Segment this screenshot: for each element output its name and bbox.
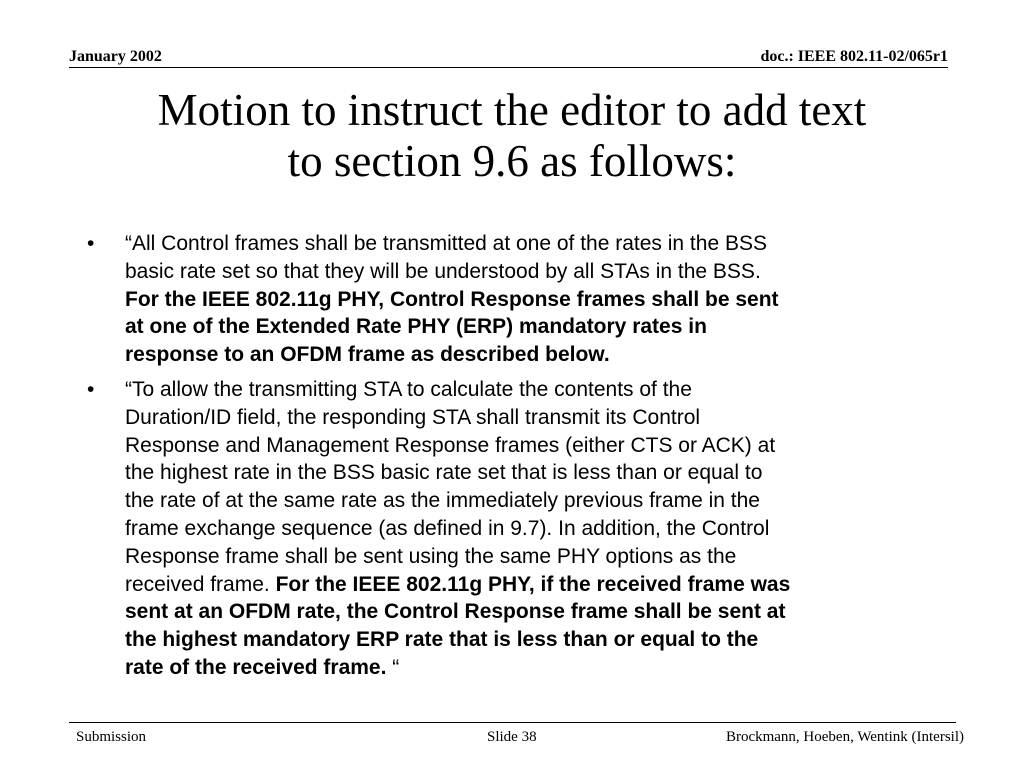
bullet-line — [125, 286, 967, 314]
bullet-line — [125, 459, 967, 487]
text-run: frame exchange sequence (as defined in 9.7). In addition, the Control — [125, 516, 770, 540]
bullet-line — [125, 341, 967, 369]
bullet-item-1 — [87, 230, 967, 369]
bold-text-run: rate of the received frame. — [125, 655, 387, 679]
bullet-line — [125, 230, 967, 258]
bullet-line — [125, 598, 967, 626]
bullet-line — [125, 515, 967, 543]
bullet-line — [125, 376, 967, 404]
bold-text-run: For the IEEE 802.11g PHY, if the received frame was — [275, 572, 791, 596]
bullet-line — [125, 654, 967, 682]
text-run: basic rate set so that they will be understood by all STAs in the BSS. — [125, 259, 761, 283]
text-run: the highest rate in the BSS basic rate set that is less than or equal to — [125, 461, 763, 485]
bullet-line — [125, 626, 967, 654]
bold-text-run: sent at an OFDM rate, the Control Response frame shall be sent at — [125, 600, 786, 624]
text-run: Response frame shall be sent using the same PHY options as the — [125, 544, 737, 568]
footer-authors: Brockmann, Hoeben, Wentink (Intersil) — [725, 729, 964, 745]
header-date: January 2002 — [69, 48, 162, 65]
slide-title-line-1: Motion to instruct the editor to add text — [157, 85, 867, 135]
bold-text-run: For the IEEE 802.11g PHY, Control Response frames shall be sent — [125, 287, 779, 311]
text-run: received frame. — [125, 572, 276, 596]
bullet-line — [125, 432, 967, 460]
footer-slide-number: Slide 38 — [487, 729, 537, 745]
bullet-line — [125, 404, 967, 432]
bullet-line — [125, 543, 967, 571]
text-run: Response and Management Response frames (either CTS or ACK) at — [125, 433, 776, 457]
bold-text-run: response to an OFDM frame as described below. — [125, 343, 610, 367]
text-run: “All Control frames shall be transmitted at one of the rates in the BSS — [125, 232, 767, 255]
bullet-item-2 — [87, 376, 967, 682]
bullet-marker: • — [87, 377, 95, 401]
text-run: Duration/ID field, the responding STA shall transmit its Control — [125, 405, 701, 429]
slide-title-line-2: to section 9.6 as follows: — [287, 136, 737, 186]
bold-text-run: at one of the Extended Rate PHY (ERP) mandatory rates in — [125, 315, 707, 339]
bullet-line — [125, 313, 967, 341]
footer-submission: Submission — [76, 729, 147, 745]
bullet-list — [87, 230, 967, 689]
bullet-line — [125, 487, 967, 515]
header-doc-id: doc.: IEEE 802.11-02/065r1 — [760, 48, 948, 65]
bullet-line — [125, 258, 967, 286]
bold-text-run: the highest mandatory ERP rate that is less than or equal to the — [125, 628, 759, 652]
footer-divider — [69, 722, 956, 723]
bullet-line — [125, 571, 967, 599]
closing-quote: “ — [386, 655, 400, 679]
text-run: the rate of at the same rate as the immediately previous frame in the — [125, 489, 760, 513]
text-run: “To allow the transmitting STA to calculate the contents of the — [125, 377, 692, 401]
slide-title — [60, 85, 964, 187]
bullet-marker: • — [87, 232, 95, 255]
header-divider — [69, 67, 948, 68]
